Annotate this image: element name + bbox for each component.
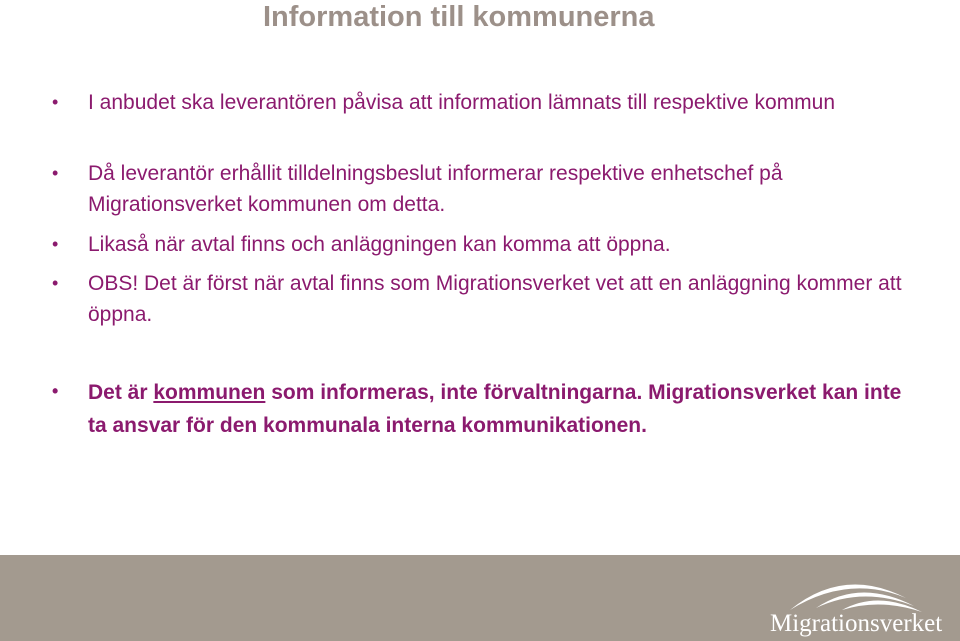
bullet-item-emphasis xyxy=(52,376,912,442)
bullet-dot: • xyxy=(52,163,59,183)
bullet-text: I anbudet ska leverantören påvisa att information lämnats till respektive kommun xyxy=(88,91,836,114)
bullet-dot: • xyxy=(52,234,59,254)
bullet-item xyxy=(52,229,912,260)
bullet-item xyxy=(52,158,912,220)
arch-logo-icon xyxy=(782,572,932,612)
slide-title: Information till kommunerna xyxy=(263,1,655,33)
bullet-text: Då leverantör erhållit tilldelningsbeslut informerar respektive enhetschef på Migrationsverket kommunen om detta. xyxy=(88,162,783,216)
migrationsverket-logo xyxy=(770,572,942,638)
bullet-text: Likaså när avtal finns och anläggningen kan komma att öppna. xyxy=(88,233,671,256)
bullet-dot: • xyxy=(52,92,59,112)
logo-wordmark: Migrationsverket xyxy=(770,610,943,637)
bullet-item xyxy=(52,87,912,118)
bullet-text: OBS! Det är först när avtal finns som Migrationsverket vet att en anläggning kommer att öppna. xyxy=(88,272,902,326)
bullet-text-after: som informeras, inte förvaltningarna. Migrationsverket kan inte ta ansvar för den kommunala interna kommunikationen. xyxy=(88,381,902,437)
bullet-dot: • xyxy=(52,381,59,401)
bullet-item xyxy=(52,268,912,330)
bullet-text-before: Det är xyxy=(88,381,154,404)
bullet-text xyxy=(88,376,912,442)
bullet-text-underlined: kommunen xyxy=(153,381,266,404)
bullet-dot: • xyxy=(52,273,59,293)
